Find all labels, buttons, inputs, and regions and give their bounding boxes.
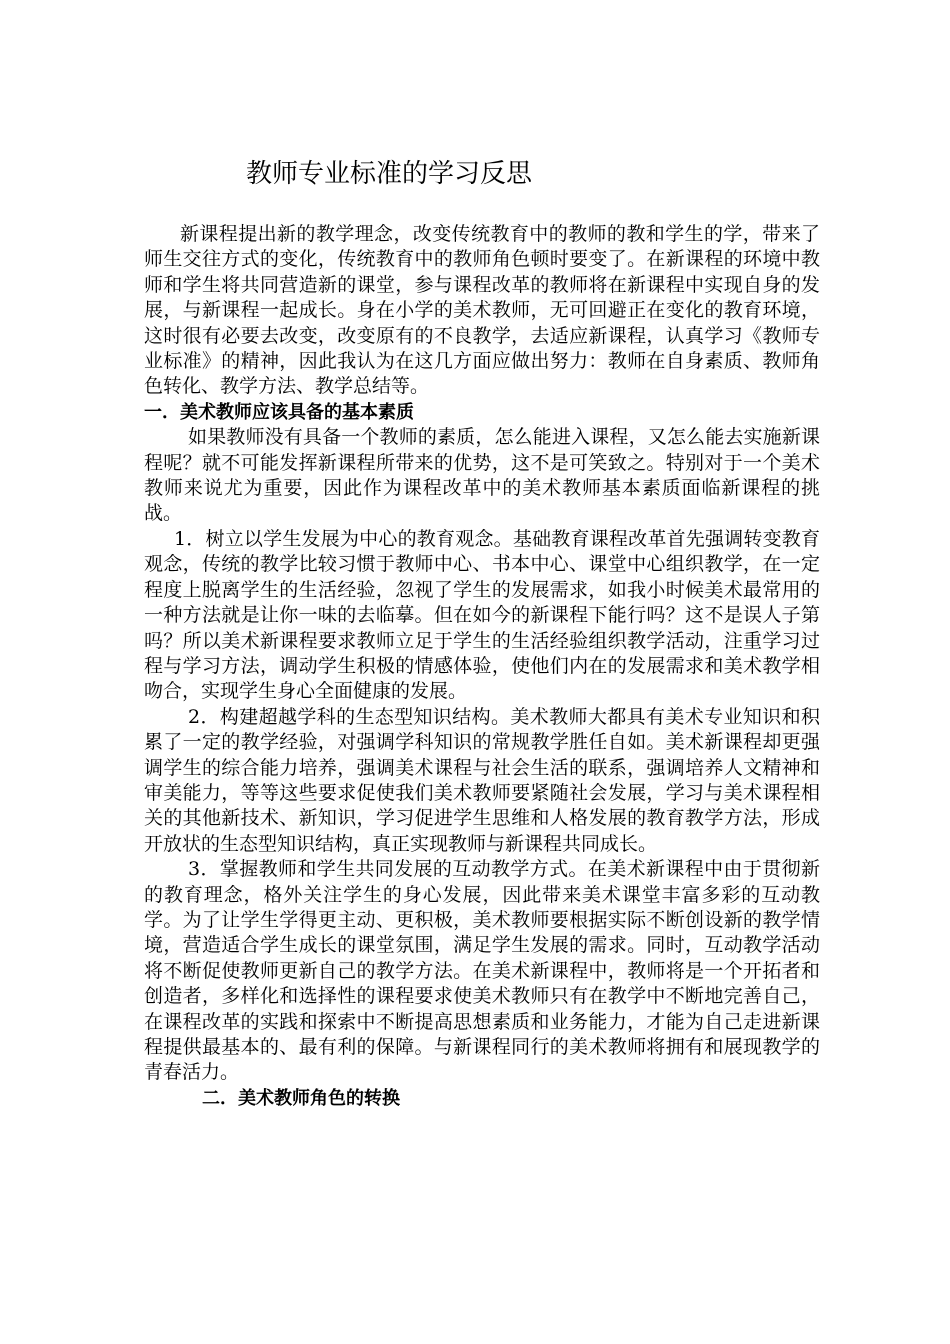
section-1-point-2: 2．构建超越学科的生态型知识结构。美术教师大都具有美术专业知识和积累了一定的教学经验，对强调学科知识的常规教学胜任自如。美术新课程却更强调学生的综合能力培养，强调美术课程与社会生活的联系，强调培养人文精神和审美能力，等等这些要求促使我们美术教师要紧随社会发展，学习与美术课程相关的其他新技术、新知识，学习促进学生思维和人格发展的教育教学方法，形成开放状的生态型知识结构，真正实现教师与新课程共同成长。 xyxy=(144,705,820,855)
section-1-point-3: 3．掌握教师和学生共同发展的互动教学方式。在美术新课程中由于贯彻新的教育理念，格外关注学生的身心发展，因此带来美术课堂丰富多彩的互动教学。为了让学生学得更主动、更积极，美术教师要根据实际不断创设新的教学情境，营造适合学生成长的课堂氛围，满足学生发展的需求。同时，互动教学活动将不断促使教师更新自己的教学方法。在美术新课程中，教师将是一个开拓者和创造者，多样化和选择性的课程要求使美术教师只有在教学中不断地完善自己，在课程改革的实践和探索中不断提高思想素质和业务能力，才能为自己走进新课程提供最基本的、最有利的保障。与新课程同行的美术教师将拥有和展现教学的青春活力。 xyxy=(144,858,820,1084)
intro-paragraph: 新课程提出新的教学理念，改变传统教育中的教师的教和学生的学，带来了师生交往方式的变化，传统教育中的教师角色顿时要变了。在新课程的环境中教师和学生将共同营造新的课堂，参与课程改革的教师将在新课程中实现自身的发展，与新课程一起成长。身在小学的美术教师，无可回避正在变化的教育环境，这时很有必要去改变，改变原有的不良教学，去适应新课程，认真学习《教师专业标准》的精神，因此我认为在这几方面应做出努力：教师在自身素质、教师角色转化、教学方法、教学总结等。 xyxy=(144,223,820,398)
section-1-point-1: 1．树立以学生发展为中心的教育观念。基础教育课程改革首先强调转变教育观念，传统的教学比较习惯于教师中心、书本中心、课堂中心组织教学，在一定程度上脱离学生的生活经验，忽视了学生的发展需求，如我小时候美术最常用的一种方法就是让你一味的去临摹。但在如今的新课程下能行吗？这不是误人子第吗？所以美术新课程要求教师立足于学生的生活经验组织教学活动，注重学习过程与学习方法，调动学生积极的情感体验，使他们内在的发展需求和美术教学相吻合，实现学生身心全面健康的发展。 xyxy=(144,527,820,703)
section-2-heading: 二．美术教师角色的转换 xyxy=(202,1087,400,1109)
section-1-intro-paragraph: 如果教师没有具备一个教师的素质，怎么能进入课程，又怎么能去实施新课程呢？就不可能发挥新课程所带来的优势，这不是可笑致之。特别对于一个美术教师来说尤为重要，因此作为课程改革中的美术教师基本素质面临新课程的挑战。 xyxy=(144,426,820,525)
section-1-heading: 一．美术教师应该具备的基本素质 xyxy=(144,401,414,423)
document-body xyxy=(144,222,820,1111)
document-title: 教师专业标准的学习反思 xyxy=(246,159,533,189)
